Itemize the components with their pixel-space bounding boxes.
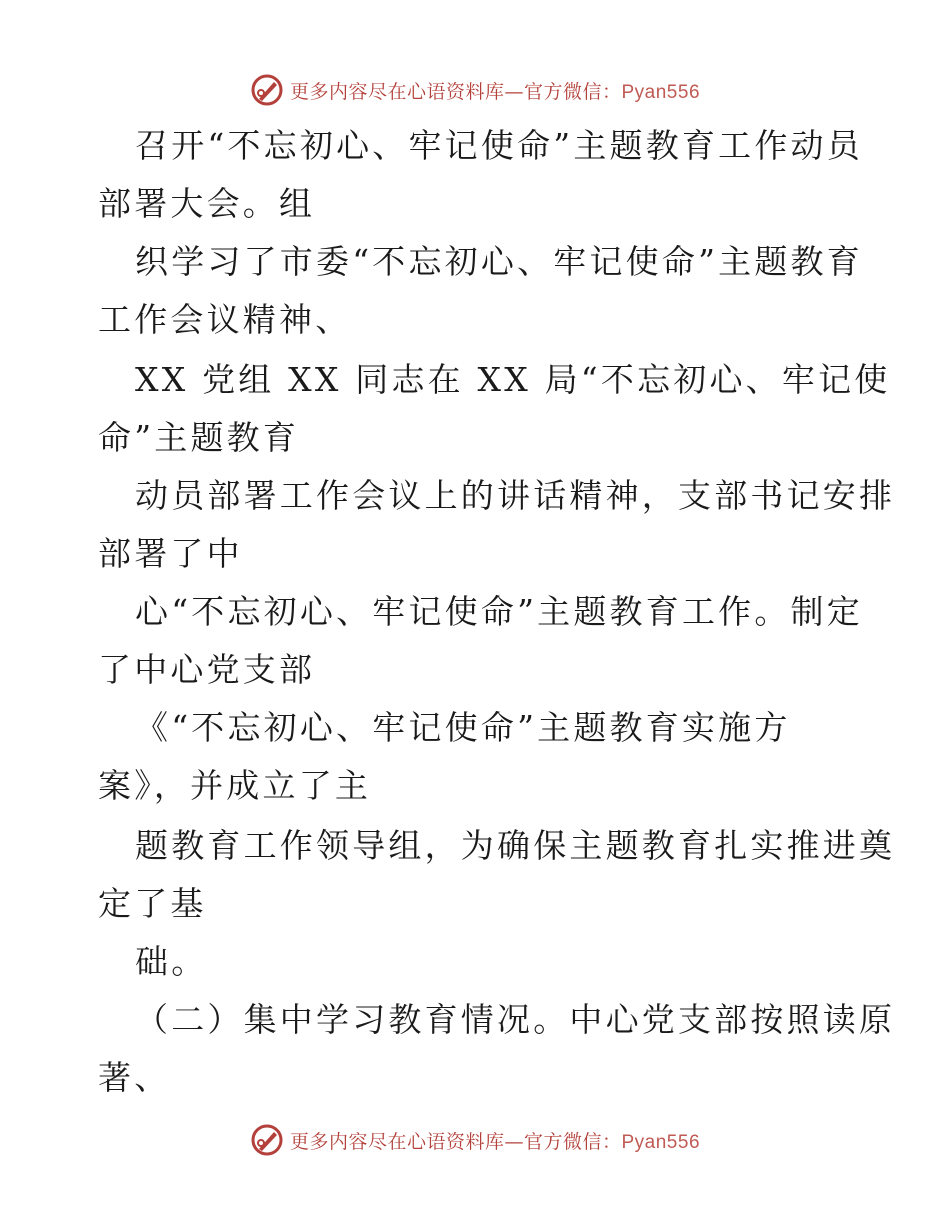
text-line: XX 党组 XX 同志在 XX 局“不忘初心、牢记使 [135,360,891,399]
text-line: 著、 [98,1058,171,1097]
text-line: 命”主题教育 [98,418,300,457]
quill-logo-icon [250,1123,284,1157]
text-line: 织学习了市委“不忘初心、牢记使命”主题教育 [135,242,863,281]
text-line: 部署大会。组 [98,184,316,223]
text-line: 工作会议精神、 [98,300,352,339]
text-line: 础。 [135,942,208,981]
watermark-id: Pyan556 [621,81,701,103]
watermark-id: Pyan556 [621,1131,701,1153]
watermark-label [290,1127,700,1154]
text-line: 动员部署工作会议上的讲话精神，支部书记安排 [135,476,896,515]
quill-logo-icon [250,73,284,107]
watermark-text: 更多内容尽在心语资料库—官方微信： [289,80,622,103]
text-line: 题教育工作领导组，为确保主题教育扎实推进奠 [135,826,896,865]
header-watermark [0,70,950,110]
text-line: 案》，并成立了主 [98,766,372,805]
text-line: 《“不忘初心、牢记使命”主题教育实施方 [135,708,791,747]
text-line: 心“不忘初心、牢记使命”主题教育工作。制定 [135,592,863,631]
text-line: 了中心党支部 [98,650,316,689]
text-line: （二）集中学习教育情况。中心党支部按照读原 [135,1000,896,1039]
watermark-text: 更多内容尽在心语资料库—官方微信： [289,1130,622,1153]
text-line: 召开“不忘初心、牢记使命”主题教育工作动员 [135,126,863,165]
footer-watermark [0,1120,950,1160]
watermark-label [290,77,700,104]
text-line: 部署了中 [98,534,243,573]
text-line: 定了基 [98,884,207,923]
